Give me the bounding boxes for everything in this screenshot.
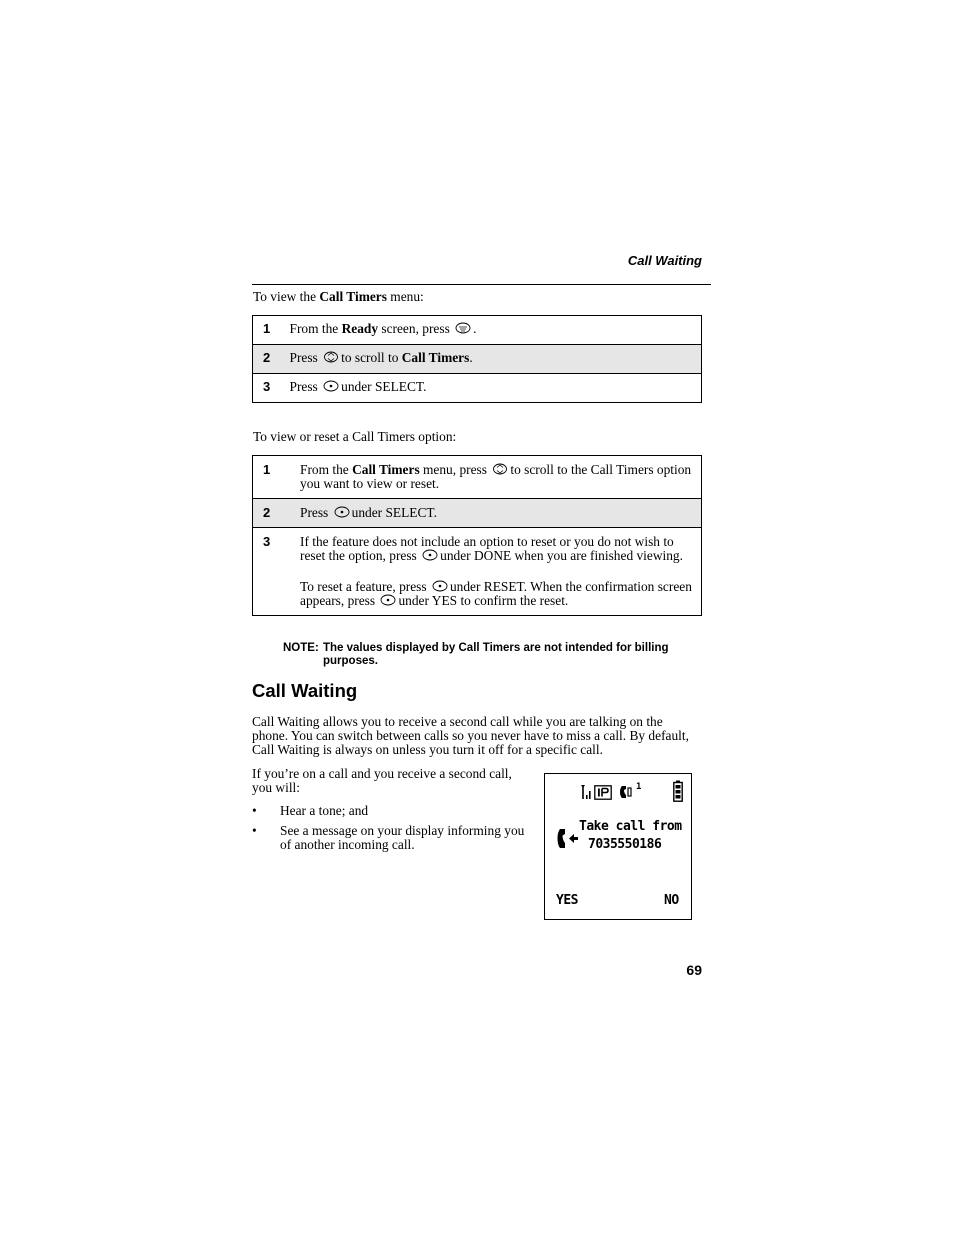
note-text: The values displayed by Call Timers are not intended for billing purposes. [323, 642, 669, 667]
bullet-list [252, 804, 532, 858]
intro-call-timers-menu: To view the Call Timers menu: [253, 289, 424, 304]
list-item: • See a message on your display informing you of another incoming call. [252, 823, 525, 852]
intro-view-reset: To view or reset a Call Timers option: [253, 429, 457, 444]
softkey-icon [432, 580, 448, 592]
step-number: 1 [263, 321, 271, 336]
step-text: From the Ready screen, press . [289, 321, 477, 336]
step-paragraph: To reset a feature, press under RESET. When the confirmation screen appears, press under YES to confirm the reset. [300, 579, 692, 608]
header-rule [252, 284, 711, 285]
line-number-badge: 1 [636, 782, 641, 792]
page-number: 69 [686, 962, 702, 978]
softkey-icon [380, 594, 396, 606]
softkey-icon [422, 549, 438, 561]
steps-table-view-reset [252, 455, 702, 616]
softkey-icon [334, 506, 350, 518]
ip-icon [594, 785, 612, 803]
step-number: 2 [253, 499, 301, 528]
bullet-marker: • [252, 803, 257, 818]
step-number: 3 [253, 374, 290, 403]
battery-icon [673, 780, 683, 805]
signal-icon [581, 784, 593, 803]
step-row [253, 456, 702, 499]
list-item: • Hear a tone; and [252, 803, 369, 818]
incoming-call-icon [557, 827, 579, 854]
bullet-marker: • [252, 823, 257, 838]
step-row [253, 528, 702, 616]
section-title: Call Waiting [252, 680, 358, 701]
softkey-icon [323, 380, 339, 392]
step-row [253, 374, 702, 403]
note [283, 642, 703, 668]
step-number: 2 [253, 345, 290, 374]
note-label: NOTE: [283, 642, 319, 654]
step-text [300, 528, 702, 616]
call-icon [619, 784, 633, 803]
step-text: Press under SELECT. [290, 374, 702, 403]
softkey-label-yes: YES [556, 893, 578, 908]
running-head: Call Waiting [627, 253, 702, 268]
display-message-line1: Take call from [579, 819, 682, 834]
scroll-key-icon [323, 351, 339, 363]
body-lead: If you’re on a call and you receive a second call, you will: [252, 766, 512, 795]
softkey-label-no: NO [664, 893, 679, 908]
step-row [253, 345, 702, 374]
step-paragraph: If the feature does not include an option to reset or you do not wish to reset the option, press under DONE when you are finished viewing. [300, 534, 683, 563]
scroll-key-icon [492, 463, 508, 475]
menu-key-icon [455, 322, 471, 334]
step-row [253, 499, 702, 528]
step-text: Press to scroll to Call Timers. [290, 345, 702, 374]
display-message-line2: 7035550186 [588, 837, 662, 852]
body-paragraph: Call Waiting allows you to receive a second call while you are talking on the phone. You can switch between calls so you never have to miss a call. By default, Call Waiting is always on unless you turn it off for a specific call. [252, 714, 689, 757]
step-text: From the Call Timers menu, press to scroll to the Call Timers option you want to view or reset. [300, 462, 692, 491]
phone-display [544, 773, 692, 920]
step-number: 3 [253, 528, 301, 616]
step-text: Press under SELECT. [300, 499, 702, 528]
step-number: 1 [263, 462, 271, 477]
step-row [253, 316, 702, 345]
steps-table-view-menu [252, 315, 702, 403]
